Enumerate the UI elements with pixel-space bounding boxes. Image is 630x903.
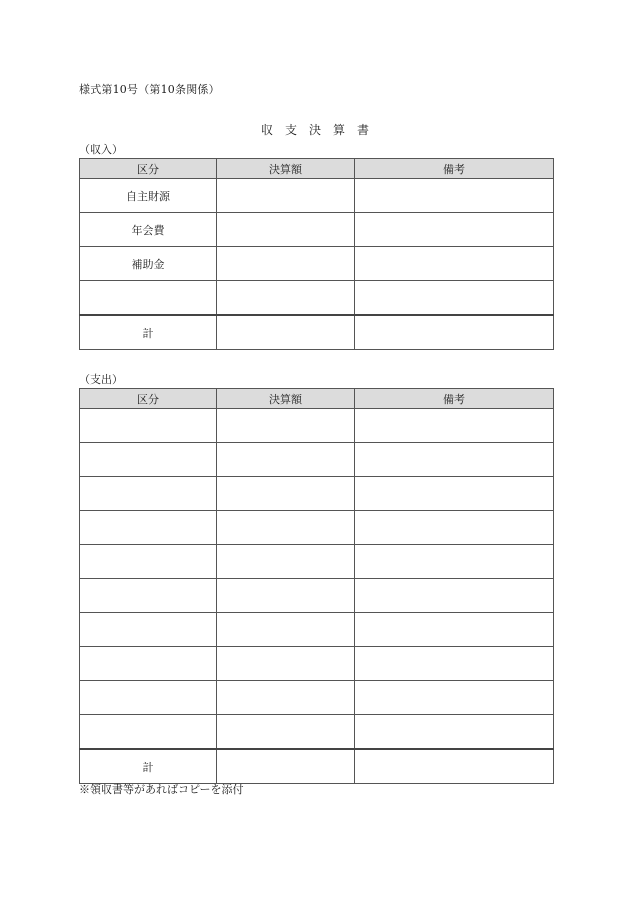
expense-amount-cell[interactable] [217,613,355,647]
expense-category-cell[interactable] [80,613,217,647]
income-section-label: （収入） [79,143,123,156]
table-row [80,511,554,545]
income-total-remarks-cell[interactable] [355,315,554,350]
expense-category-cell[interactable] [80,443,217,477]
expense-category-cell[interactable] [80,681,217,715]
expense-remarks-cell[interactable] [355,545,554,579]
expense-amount-cell[interactable] [217,477,355,511]
income-category-cell: 自主財源 [80,179,217,213]
income-amount-cell[interactable] [217,179,355,213]
income-header-category: 区分 [80,159,217,179]
expense-amount-cell[interactable] [217,545,355,579]
table-row [80,477,554,511]
income-remarks-cell[interactable] [355,213,554,247]
expense-remarks-cell[interactable] [355,511,554,545]
expense-table [79,388,554,784]
expense-category-cell[interactable] [80,579,217,613]
expense-remarks-cell[interactable] [355,715,554,750]
expense-remarks-cell[interactable] [355,409,554,443]
table-row [80,681,554,715]
expense-header-amount: 決算額 [217,389,355,409]
form-number-label: 様式第10号（第10条関係） [79,83,220,96]
expense-header-category: 区分 [80,389,217,409]
table-row [80,247,554,281]
table-row [80,409,554,443]
income-remarks-cell[interactable] [355,281,554,316]
expense-remarks-cell[interactable] [355,477,554,511]
expense-total-label: 計 [80,749,217,784]
expense-remarks-cell[interactable] [355,647,554,681]
table-row [80,281,554,316]
expense-header-row [80,389,554,409]
expense-total-remarks-cell[interactable] [355,749,554,784]
income-total-amount-cell[interactable] [217,315,355,350]
expense-category-cell[interactable] [80,477,217,511]
expense-total-row [80,749,554,784]
income-category-cell: 年会費 [80,213,217,247]
expense-remarks-cell[interactable] [355,613,554,647]
expense-section-label: （支出） [79,373,123,386]
expense-remarks-cell[interactable] [355,443,554,477]
income-total-row [80,315,554,350]
expense-category-cell[interactable] [80,647,217,681]
income-amount-cell[interactable] [217,213,355,247]
income-amount-cell[interactable] [217,247,355,281]
expense-remarks-cell[interactable] [355,579,554,613]
income-remarks-cell[interactable] [355,247,554,281]
expense-total-amount-cell[interactable] [217,749,355,784]
table-row [80,647,554,681]
expense-amount-cell[interactable] [217,647,355,681]
expense-amount-cell[interactable] [217,579,355,613]
income-header-remarks: 備考 [355,159,554,179]
income-amount-cell[interactable] [217,281,355,316]
attachment-note: ※領収書等があればコピーを添付 [79,783,244,796]
expense-amount-cell[interactable] [217,443,355,477]
expense-amount-cell[interactable] [217,681,355,715]
expense-category-cell[interactable] [80,409,217,443]
income-category-cell[interactable] [80,281,217,316]
table-row [80,179,554,213]
table-row [80,579,554,613]
document-title: 収 支 決 算 書 [260,123,369,137]
income-category-cell: 補助金 [80,247,217,281]
income-header-amount: 決算額 [217,159,355,179]
table-row [80,613,554,647]
income-total-label: 計 [80,315,217,350]
expense-category-cell[interactable] [80,545,217,579]
expense-amount-cell[interactable] [217,511,355,545]
table-row [80,545,554,579]
expense-header-remarks: 備考 [355,389,554,409]
expense-remarks-cell[interactable] [355,681,554,715]
expense-amount-cell[interactable] [217,715,355,750]
expense-category-cell[interactable] [80,715,217,750]
expense-category-cell[interactable] [80,511,217,545]
income-remarks-cell[interactable] [355,179,554,213]
table-row [80,715,554,750]
income-header-row [80,159,554,179]
table-row [80,443,554,477]
expense-amount-cell[interactable] [217,409,355,443]
income-table [79,158,554,350]
table-row [80,213,554,247]
